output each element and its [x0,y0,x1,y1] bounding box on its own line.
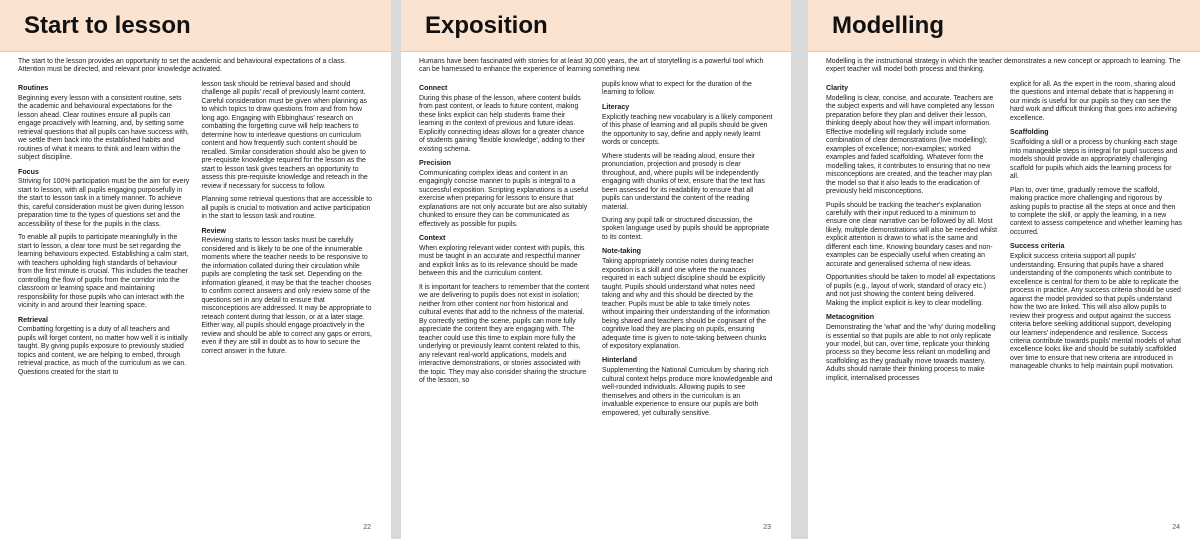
page-number: 24 [1172,524,1180,531]
body-paragraph: Supplementing the National Curriculum by sharing rich cultural context helps produce more knowledgeable and well-rounded individuals. Allowing pupils to see themselves and others in the curriculum is an invaluable experience to ensure our pupils are both empowered, yet culturally sensitive. [602,367,773,417]
page-header [0,0,391,52]
section-heading: Hinterland [602,356,638,365]
section-heading: Success criteria [1010,242,1065,251]
page-start-to-lesson [0,0,391,539]
page-body [826,58,1182,519]
column-right [602,81,773,423]
body-paragraph: Opportunities should be taken to model all expectations of pupils (e.g., layout of work, standard of oracy etc.) and not just showing the content being delivered. Making the implicit explicit is key to clear modelling. [826,274,996,307]
column-left [18,81,190,382]
section-heading: Clarity [826,83,849,92]
page-title: Modelling [832,11,944,39]
body-paragraph: Taking appropriately concise notes during teacher exposition is a skill and one where the nuances required in each subject discipline should be explicitly taught. Pupils should understand what notes need taking and why and this should be directed by the teacher. Pupils must be able to take timely notes without impairing their understanding of the information being shared and teachers should be cognisant of the cognitive load they are placing on pupils, ensuring adequate time is given to note-taking between chunks of expository explanation. [602,258,770,350]
body-paragraph: Reviewing starts to lesson tasks must be carefully considered and is likely to be one of the innumerable moments where the teacher needs to be responsive to the information collated during their circulation while pupils are completing the task set. Depending on the information gleaned, it may be that the teacher chooses to confirm correct answers and only review some of the questions set in any detail to ensure that misconceptions are addressed. It may be appropriate to reteach content during that lesson, or at a later stage. Either way, all pupils should engage proactively in the review and should be able to correct any gaps or errors, even if they are still in doubt as to how to secure the correct answer in the future. [201,237,372,355]
body-paragraph: When exploring relevant wider context with pupils, this must be taught in an accurate and respectful manner and explicit links as to its relevance should be made between this and the curriculum content. [419,244,585,278]
page-title: Start to lesson [24,11,191,39]
page-number: 22 [363,524,371,531]
body-paragraph: Pupils should be tracking the teacher's explanation carefully with their input reduced to a minimum to ensure one clear narrative can be followed by all. Most likely, multiple demonstrations will also be needed whilst explicit attention is drawn to what is the same and different each time. Knowing boundary cases and non-examples can be especially useful when creating an accurate and generalised schema of new ideas. [826,201,998,268]
body-paragraph: Scaffolding a skill or a process by chunking each stage into manageable steps is integral for pupil success and models should provide an appropriately challenging scaffold for pupils which aids the learning process for all. [1010,139,1178,181]
body-paragraph: Modelling is clear, concise, and accurate. Teachers are the subject experts and will have completed any lesson preparation before they plan and deliver their lesson, thinking deeply about how they will impart information. Effective modelling will regularly include some combination of clear demonstrations (live modelling); examples of excellence; non-examples; worked examples and faded scaffolding. Whatever form the modelling takes, it contributes to ensuring that no new misconceptions are created, and the teacher may plan the model so that it also leads to the eradication of previously held misconceptions. [826,94,995,196]
section-heading: Precision [419,159,451,168]
page-body [419,58,773,519]
body-paragraph: Planning some retrieval questions that are accessible to all pupils is crucial to motivation and active participation in the start to lesson task and routine. [201,196,372,221]
section-heading: Note-taking [602,247,642,256]
body-paragraph: Where students will be reading aloud, ensure their pronunciation, projection and prosody is clear throughout, and, where pupils will be independently engaging with chunks of text, ensure that the text has been assessed for its readability to ensure that all pupils can understand the content of the reading material. [602,152,765,211]
section-heading: Metacognition [826,313,875,322]
column-left [826,81,998,388]
intro-paragraph: Humans have been fascinated with stories for at least 30,000 years, the art of storytelling is a powerful tool which can be harnessed to enhance the experience of learning something new. [419,58,764,74]
body-paragraph: Plan to, over time, gradually remove the scaffold, making practice more challenging and rigorous by asking pupils to practise all the steps at once and then to complete the skill, or apply the learning, in a new context to assess competence and whether learning has occurred. [1010,186,1182,236]
section-heading: Review [201,226,226,235]
body-paragraph: Demonstrating the 'what' and the 'why' during modelling is essential so that pupils are able to not only replicate your model, but can, over time, replicate your thinking process so they become less reliant on modelling and scaffolding as they gradually move towards mastery. Adults should narrate their thinking process to make implicit, internalised processes [826,324,996,382]
body-paragraph: Striving for 100% participation must be the aim for every start to lesson, with all pupils engaging purposefully in the start to lesson task in a timely manner. To achieve this, careful consideration must be given during lesson preparation time to the types of questions set and the accessibility of these for the pupils in the class. [18,178,190,228]
body-paragraph: explicit for all. As the expert in the room, sharing aloud the questions and internal debate that is happening in our minds is useful for our pupils so they can see the hard work and difficult thinking that goes into achieving excellence. [1010,80,1177,122]
column-right [202,81,374,382]
column-left [419,81,590,423]
page-header [401,0,791,52]
body-paragraph: To enable all pupils to participate meaningfully in the start to lesson, a clear tone must be set regarding the learning behaviours expected. Establishing a calm start, with teachers upholding high standards of behaviour from the first minute is crucial. This includes the teacher controlling the flow of pupils from the corridor into the classroom or learning space and maintaining responsibility for those pupils who can interact with the vicinity in and around their learning space. [18,234,189,310]
body-paragraph: Beginning every lesson with a consistent routine, sets the academic and behavioural expectations for the lesson ahead. Clear routines ensure all pupils can engage proactively with learning, and, by setting some retrieval questions that all pupils can have success with, we settle them back into the established habits and routines of what it means to think and learn within the subject discipline. [18,94,189,162]
body-paragraph: It is important for teachers to remember that the content we are delivering to pupils does not exist in isolation; neither from other content nor from historical and cultural events that add to the richness of the material. By correctly setting the scene, pupils can more fully appreciate the content they are engaging with. The teacher could use this time to explain more fully the underlying or previously learnt content related to this, any relevant real-world applications, models and interactive demonstrations, or stories associated with the topic. They may also consider sharing the structure of the lesson, so [419,283,590,385]
page-number: 23 [763,524,771,531]
body-paragraph: Combatting forgetting is a duty of all teachers and pupils will forget content, no matter how well it is initially taught. By giving pupils exposure to previously studied topics and content, we are helping to embed, through retrieval practice, as much of the curriculum as we can. Questions created for the start to [18,326,188,376]
intro-paragraph: Modelling is the instructional strategy in which the teacher demonstrates a new concept or approach to learning. The expert teacher will model both process and thinking. [826,58,1181,74]
section-heading: Routines [18,83,49,92]
body-paragraph: During this phase of the lesson, where content builds from past content, or leads to future content, making these links explicit can help students frame their learning in the context of previous and future ideas. Explicitly connecting ideas allows for a greater chance of students gaining 'flexible knowledge', adding to their existing schema. [419,94,586,153]
section-heading: Scaffolding [1010,128,1049,137]
section-heading: Literacy [602,102,630,111]
section-heading: Context [419,234,446,243]
body-paragraph: Communicating complex ideas and content in an engagingly concise manner to pupils is integral to a successful exposition. Scripting explanations is a useful exercise when preparing for lessons to ensure that explanations are not only accurate but are also suitably chunked to ensure they can be communicated as effectively as possible for pupils. [419,169,589,228]
page-exposition [401,0,791,539]
page-title: Exposition [425,11,548,39]
column-right [1010,81,1182,388]
body-paragraph: Explicitly teaching new vocabulary is a likely component of this phase of learning and all pupils should be given the opportunity to say, define and apply newly learnt words or concepts. [602,113,773,147]
intro-paragraph: The start to the lesson provides an opportunity to set the academic and behavioural expectations of a class. Attention must be directed, and relevant prior knowledge activated. [18,58,346,74]
section-heading: Retrieval [18,315,48,324]
body-paragraph: During any pupil talk or structured discussion, the spoken language used by pupils should be appropriate to its context. [602,216,770,241]
section-heading: Connect [419,83,448,92]
page-header [808,0,1200,52]
page-modelling [808,0,1200,539]
section-heading: Focus [18,167,39,176]
body-paragraph: Explicit success criteria support all pupils' understanding. Ensuring that pupils have a shared understanding of the components which contribute to excellence is central for them to be able to replicate the process in practice. Any success criteria should be used against the model provided so that pupils understand how the two are linked. This will also allow pupils to review their progress and output against the success criteria before seeking additional support, developing our learners' independence and resilience. Success criteria contribute towards pupils' mental models of what excellence looks like and should be suitably scaffolded over time to ensure that new criteria are introduced in manageable chunks to help maintain pupil motivation. [1010,253,1181,371]
page-body [18,58,373,519]
body-paragraph: pupils know what to expect for the duration of the learning to follow. [602,80,752,97]
body-paragraph: lesson task should be retrieval based and should challenge all pupils' recall of previously learnt content. Careful consideration must be given when planning as to which topics to draw questions from and from how long ago. Engaging with Ebbinghaus' research on combatting the forgetting curve will help teachers to determine how to interleave questions on curriculum content and how frequently such content should be recalled. Similar consideration should also be given to pre-requisite knowledge required for the lesson as the start to lesson task gives teachers an opportunity to assess this pre-requisite knowledge and reteach in the review if necessary for success to follow. [201,80,368,190]
